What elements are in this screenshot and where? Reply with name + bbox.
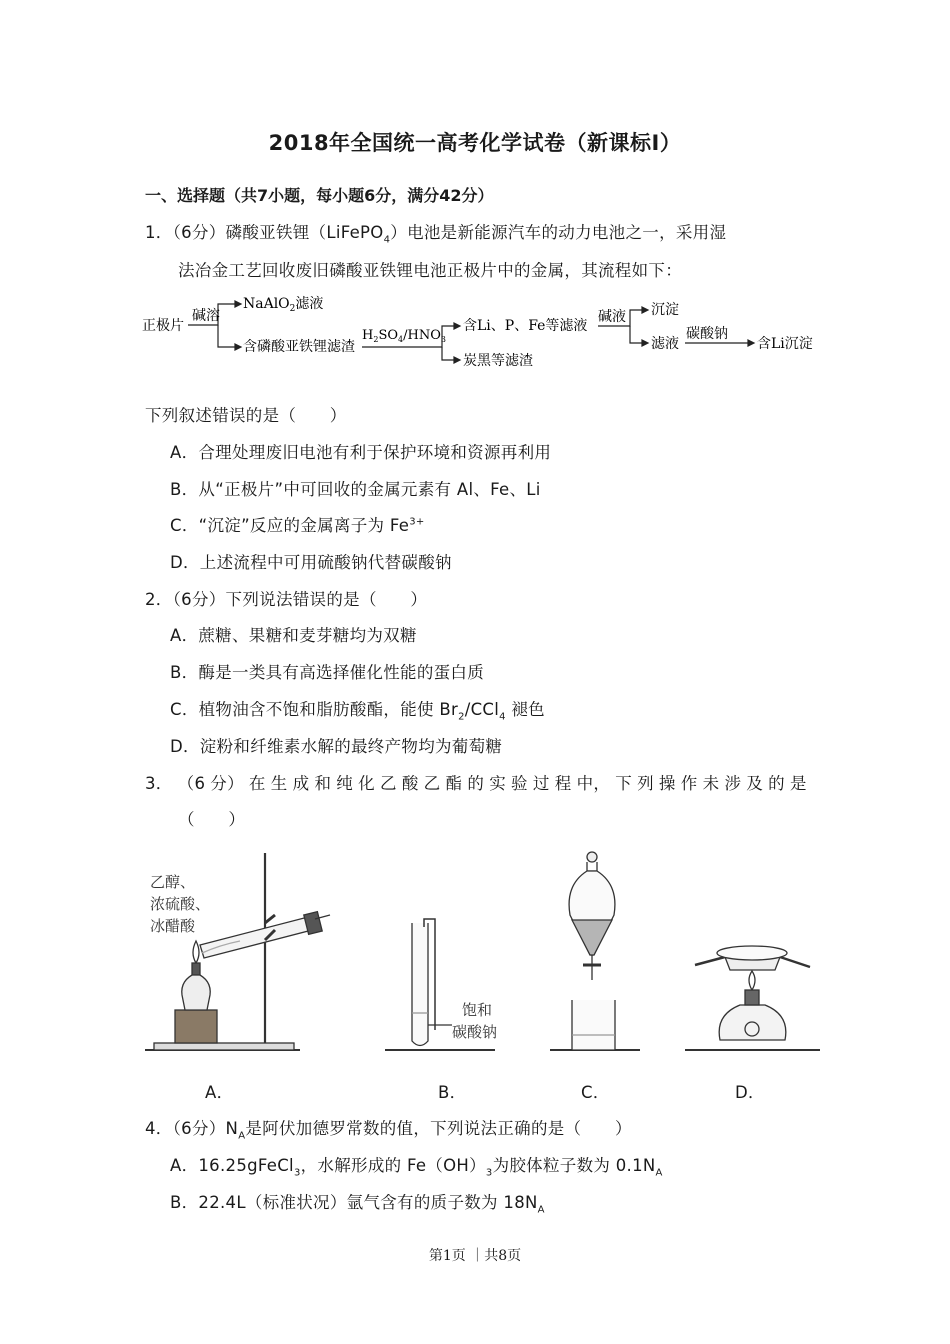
- q3-stem-char: 分）: [210, 774, 244, 793]
- q3-stem-char: 是: [789, 774, 807, 793]
- q3-stem-char: 化: [358, 774, 375, 793]
- q3-stem-char: 及: [746, 774, 764, 793]
- q2-stem: 2．（6分）下列说法错误的是（ ）: [145, 590, 428, 609]
- flow-out7: 含Li沉淀: [757, 336, 813, 352]
- q1-line1: 1．（6分）磷酸亚铁锂（LiFePO$_4$）电池是新能源汽车的动力电池之一，采用湿: [145, 223, 727, 246]
- q3-stem-char: 的: [768, 774, 785, 793]
- q3-stem-char: 纯: [336, 774, 354, 793]
- figb-label-2: 碳酸钠: [452, 1023, 498, 1041]
- q3-stem-char: 程: [554, 774, 572, 793]
- q3-stem-char: 实: [489, 774, 507, 793]
- q3-stem-char: 中，: [576, 774, 611, 793]
- q3-stem-char: 的: [467, 774, 485, 793]
- section-heading: 一、选择题（共7小题，每小题6分，满分42分）: [145, 186, 494, 205]
- flow-out4: 炭黑等滤渣: [463, 353, 533, 369]
- q4-option-b: B．22.4L（标准状况）氩气含有的质子数为 $18N_A$: [170, 1193, 545, 1216]
- q3-stem: [145, 770, 807, 794]
- q2-option-d: D．淀粉和纤维素水解的最终产物均为葡萄糖: [170, 737, 503, 756]
- flow-out2: 含磷酸亚铁锂滤渣: [243, 339, 355, 355]
- q3-stem-char: 操: [658, 774, 676, 793]
- q4-option-a: A．16.25gFeCl$_3$，水解形成的 $Fe(OH)_3$为胶体粒子数为 $0.1N_A$: [170, 1156, 663, 1179]
- q3-stem-char: 酸: [401, 774, 419, 793]
- q1-option-d: D．上述流程中可用硫酸钠代替碳酸钠: [170, 553, 452, 572]
- flow-acid: $H_2SO_4/HNO_3$: [362, 328, 446, 344]
- page-footer: 第1页 ｜共8页: [428, 1248, 522, 1264]
- q4-stem: 4．（6分）$N_A$是阿伏加德罗常数的值，下列说法正确的是（ ）: [145, 1119, 632, 1142]
- q3-stem-char: 乙: [379, 774, 397, 793]
- flow-step1: 碱溶: [192, 308, 220, 324]
- q3-caption-d: D．: [735, 1083, 765, 1102]
- q2-option-c: C．植物油含不饱和脂肪酸酯，能使 $Br_2/CCl_4$ 褪色: [170, 700, 545, 723]
- q3-stem-char: （6: [177, 774, 206, 793]
- q1-option-b: B．从“正极片”中可回收的金属元素有 Al、Fe、Li: [170, 480, 541, 499]
- figa-label-1: 乙醇、: [150, 873, 196, 891]
- q3-stem-char: 酯: [445, 774, 463, 793]
- q3-apparatus-figures: [140, 845, 820, 1060]
- q3-stem-char: 和: [314, 774, 332, 793]
- q3-stem-char: 3．: [145, 774, 173, 793]
- q3-stem-char: 下: [615, 774, 633, 793]
- flow-out3: 含Li、P、Fe等滤液: [463, 318, 588, 334]
- flow-step2: 碱液: [598, 309, 626, 325]
- q3-stem-char: 作: [680, 774, 698, 793]
- q2-option-a: A．蔗糖、果糖和麦芽糖均为双糖: [170, 626, 417, 645]
- q1-line2: 法冶金工艺回收废旧磷酸亚铁锂电池正极片中的金属，其流程如下：: [178, 261, 682, 280]
- figa-label-2: 浓硫酸、: [150, 895, 211, 913]
- flow-out1: NaAlO$_2$滤液: [243, 296, 324, 314]
- q3-caption-c: C．: [581, 1083, 610, 1102]
- q3-stem-char: 在: [248, 774, 266, 793]
- flow-step3: 碳酸钠: [686, 326, 728, 342]
- q2-option-b: B．酶是一类具有高选择催化性能的蛋白质: [170, 663, 485, 682]
- q3-stem-char: 涉: [724, 774, 742, 793]
- q3-stem-char: 未: [702, 774, 720, 793]
- q1-flowchart: [140, 290, 820, 375]
- q3-caption-a: A．: [205, 1083, 234, 1102]
- flow-out5: 沉淀: [651, 302, 679, 318]
- q3-stem-char: 成: [292, 774, 310, 793]
- q1-option-a: A．合理处理废旧电池有利于保护环境和资源再利用: [170, 443, 552, 462]
- flow-out6: 滤液: [651, 336, 679, 352]
- q3-caption-b: B．: [438, 1083, 467, 1102]
- q1-option-c: C．“沉淀”反应的金属离子为 $Fe^{3+}$: [170, 516, 425, 535]
- page-title: 2018年全国统一高考化学试卷（新课标Ⅰ）: [268, 131, 682, 155]
- q1-stem: 下列叙述错误的是（ ）: [145, 406, 347, 425]
- q3-stem-char: 过: [532, 774, 550, 793]
- figa-label-3: 冰醋酸: [150, 917, 196, 935]
- q3-stem-char: 生: [270, 774, 288, 793]
- q3-stem-char: 乙: [423, 774, 441, 793]
- flow-start: 正极片: [142, 318, 184, 334]
- figb-label-1: 饱和: [462, 1001, 493, 1019]
- q3-stem-char: 验: [511, 774, 528, 793]
- q3-stem-char: 列: [637, 774, 654, 793]
- q3-paren: （ ）: [178, 810, 246, 829]
